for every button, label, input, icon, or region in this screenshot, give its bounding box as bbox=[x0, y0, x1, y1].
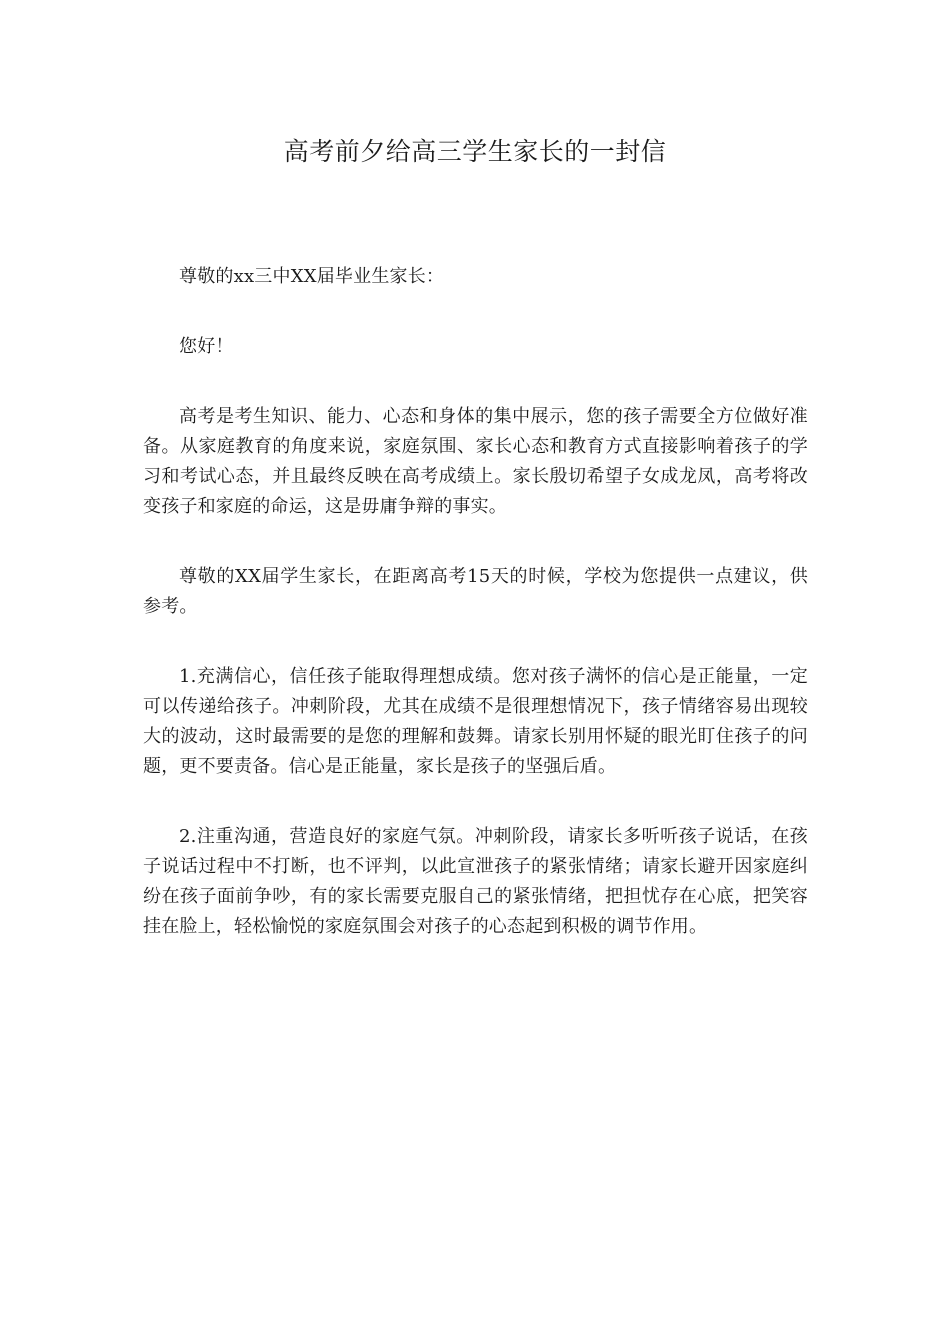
paragraph-point-1: 1.充满信心，信任孩子能取得理想成绩。您对孩子满怀的信心是正能量，一定可以传递给孩子。冲刺阶段，尤其在成绩不是很理想情况下，孩子情绪容易出现较大的波动，这时最需要的是您的理解和鼓舞。请家长别用怀疑的眼光盯住孩子的问题，更不要责备。信心是正能量，家长是孩子的坚强后盾。 bbox=[143, 666, 808, 777]
hello-line: 您好！ bbox=[179, 336, 234, 357]
document-title: 高考前夕给高三学生家长的一封信 bbox=[283, 137, 667, 166]
paragraph-point-2: 2.注重沟通，营造良好的家庭气氛。冲刺阶段，请家长多听听孩子说话，在孩子说话过程中不打断，也不评判，以此宣泄孩子的紧张情绪；请家长避开因家庭纠纷在孩子面前争吵，有的家长需要克服自己的紧张情绪，把担忧存在心底，把笑容挂在脸上，轻松愉悦的家庭氛围会对孩子的心态起到积极的调节作用。 bbox=[143, 826, 808, 937]
paragraph-advice-lead: 尊敬的XX届学生家长，在距离高考15天的时候，学校为您提供一点建议，供参考。 bbox=[143, 566, 808, 617]
paragraph-intro: 高考是考生知识、能力、心态和身体的集中展示，您的孩子需要全方位做好准备。从家庭教育的角度来说，家庭氛围、家长心态和教育方式直接影响着孩子的学习和考试心态，并且最终反映在高考成绩上。家长殷切希望子女成龙凤，高考将改变孩子和家庭的命运，这是毋庸争辩的事实。 bbox=[143, 406, 808, 517]
greeting-line: 尊敬的xx三中XX届毕业生家长： bbox=[179, 266, 445, 287]
document-body bbox=[143, 262, 808, 982]
